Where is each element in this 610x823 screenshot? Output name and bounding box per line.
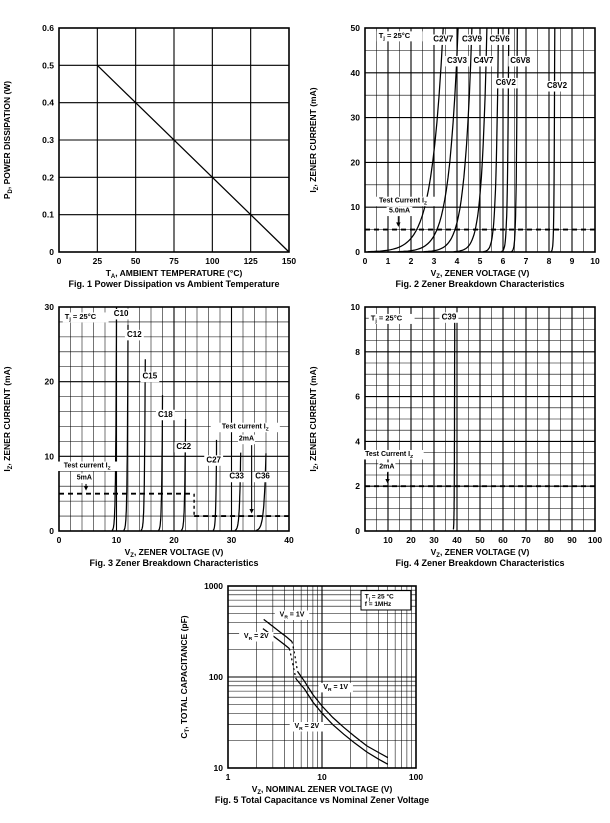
svg-text:C27: C27	[206, 455, 222, 465]
svg-text:30: 30	[44, 302, 54, 312]
svg-text:4: 4	[454, 256, 460, 266]
svg-text:VR = 1V: $V_R = 1V$	[279, 611, 305, 621]
svg-text:IZ, ZENER CURRENT (mA): $I_Z$, ZENER CURRENT (mA)	[308, 87, 320, 193]
svg-text:Tj = 25°C: $T_j = 25^\circ C$	[378, 30, 411, 42]
charts-row-2	[0, 291, 610, 570]
chart-svg	[0, 291, 305, 557]
svg-text:Test current IZ: Test current $I_Z$	[63, 462, 111, 472]
svg-text:C15: C15	[142, 371, 158, 381]
svg-text:VZ, ZENER VOLTAGE (V): $V_Z$, ZENER VOLTAGE (V)	[430, 547, 530, 557]
svg-text:IZ, ZENER CURRENT (mA): $I_Z$, ZENER CURRENT (mA)	[2, 366, 14, 472]
svg-text:Tj = 25°C: $T_j = 25^\circ C$	[370, 313, 403, 325]
svg-text:5.0mA: 5.0mA	[388, 207, 411, 215]
charts-row-1	[0, 12, 610, 291]
total-capacitance-chart	[176, 570, 434, 794]
svg-text:C3V3: C3V3	[446, 55, 468, 65]
svg-text:10: 10	[317, 772, 327, 782]
svg-text:VZ, NOMINAL ZENER VOLTAGE (V): $V_Z$, NOMINAL ZENER VOLTAGE (V)	[251, 784, 393, 794]
svg-text:125: 125	[243, 256, 258, 266]
svg-text:C33: C33	[229, 471, 245, 481]
svg-text:3: 3	[431, 256, 437, 266]
svg-text:6: 6	[500, 256, 506, 266]
svg-text:40: 40	[350, 67, 360, 78]
svg-text:40: 40	[452, 535, 462, 545]
svg-text:2mA: 2mA	[238, 435, 255, 443]
svg-text:VR = 2V: $V_R = 2V$	[294, 723, 320, 733]
svg-text:0: 0	[355, 526, 360, 536]
svg-text:50: 50	[475, 535, 485, 545]
svg-text:C10: C10	[113, 308, 129, 318]
svg-text:10: 10	[111, 535, 122, 545]
figure-4-zener-breakdown	[305, 291, 610, 570]
svg-text:8: 8	[546, 256, 552, 266]
svg-text:C6V8: C6V8	[510, 55, 531, 65]
svg-text:0.3: 0.3	[42, 135, 54, 145]
svg-text:100: 100	[587, 535, 603, 545]
svg-text:10: 10	[44, 451, 54, 462]
svg-text:30: 30	[429, 535, 439, 545]
svg-text:40: 40	[284, 535, 294, 545]
svg-text:C2V7: C2V7	[433, 34, 454, 44]
svg-text:10: 10	[590, 256, 600, 266]
svg-text:C4V7: C4V7	[473, 55, 494, 65]
svg-text:70: 70	[521, 535, 531, 545]
svg-text:C6V2: C6V2	[495, 77, 516, 87]
svg-text:C18: C18	[158, 409, 173, 419]
svg-text:0: 0	[49, 247, 54, 257]
svg-text:0.2: 0.2	[42, 172, 54, 183]
figure-3-caption: Fig. 3 Zener Breakdown Characteristics	[89, 558, 259, 568]
svg-text:VR = 2V: $V_R = 2V$	[243, 633, 269, 643]
svg-text:Test Current IZ: Test Current $I_Z$	[365, 450, 414, 460]
zener-breakdown-chart-mid	[0, 291, 305, 557]
svg-text:10: 10	[350, 302, 360, 312]
svg-text:VZ, ZENER VOLTAGE (V): $V_Z$, ZENER VOLTAGE (V)	[124, 547, 224, 557]
svg-text:2: 2	[355, 481, 360, 492]
svg-text:C3V9: C3V9	[461, 34, 482, 44]
svg-text:1000: 1000	[204, 581, 223, 591]
svg-text:C12: C12	[126, 329, 142, 339]
svg-text:Test Current IZ: Test Current $I_Z$	[378, 197, 427, 207]
svg-text:1: 1	[385, 256, 391, 266]
svg-text:25: 25	[92, 256, 103, 266]
svg-text:0.1: 0.1	[42, 209, 54, 220]
svg-text:100: 100	[205, 256, 220, 266]
svg-text:100: 100	[408, 772, 424, 782]
figure-5-total-capacitance	[176, 570, 434, 807]
figure-1-power-dissipation	[0, 12, 305, 291]
svg-text:IZ, ZENER CURRENT (mA): $I_Z$, ZENER CURRENT (mA)	[308, 366, 320, 472]
figure-2-zener-breakdown	[305, 12, 610, 291]
svg-text:10: 10	[383, 535, 393, 545]
svg-text:150: 150	[281, 256, 297, 266]
svg-text:5mA: 5mA	[76, 474, 92, 482]
zener-breakdown-chart-low	[305, 12, 610, 278]
svg-text:C39: C39	[441, 312, 457, 322]
svg-text:PD, POWER DISSIPATION (W): $P_D$, POWER DISSIPATION (W)	[2, 80, 14, 200]
figure-5-caption: Fig. 5 Total Capacitance vs Nominal Zener Voltage	[214, 795, 430, 805]
svg-text:C5V6: C5V6	[489, 34, 510, 44]
svg-text:30: 30	[226, 535, 237, 545]
svg-text:CT, TOTAL CAPACITANCE (pF): $C_T$, TOTAL CAPACITANCE (pF)	[179, 615, 191, 739]
figure-3-zener-breakdown	[0, 291, 305, 570]
svg-text:VR = 1V: $V_R = 1V$	[323, 683, 349, 693]
svg-text:20: 20	[350, 157, 360, 168]
svg-text:C22: C22	[176, 441, 192, 451]
svg-text:60: 60	[498, 535, 508, 545]
figure-2-caption: Fig. 2 Zener Breakdown Characteristics	[395, 279, 565, 289]
svg-text:0.5: 0.5	[42, 60, 54, 71]
power-dissipation-chart	[0, 12, 305, 278]
svg-text:9: 9	[569, 256, 575, 266]
svg-text:Test current IZ: Test current $I_Z$	[221, 423, 269, 433]
svg-text:TA, AMBIENT TEMPERATURE (°C): $T_A$, AMBIENT TEMPERATURE (°C)	[105, 268, 243, 278]
svg-text:Tj = 25°C: $T_j = 25^\circ C$	[64, 311, 97, 323]
svg-text:0: 0	[56, 535, 62, 545]
svg-text:0.6: 0.6	[42, 23, 54, 33]
svg-text:Tj = 25 °C: $T_j = 25$ °C	[364, 593, 394, 602]
zener-breakdown-chart-high	[305, 291, 610, 557]
svg-text:VZ, ZENER VOLTAGE (V): $V_Z$, ZENER VOLTAGE (V)	[430, 268, 530, 278]
svg-text:80: 80	[544, 535, 554, 545]
svg-text:90: 90	[567, 535, 577, 545]
svg-text:2: 2	[408, 256, 414, 266]
svg-text:C36: C36	[255, 471, 270, 481]
svg-text:20: 20	[169, 535, 179, 545]
svg-text:30: 30	[350, 112, 360, 123]
chart-svg	[305, 12, 610, 278]
svg-text:0: 0	[362, 256, 368, 266]
svg-text:7: 7	[523, 256, 529, 266]
charts-row-3	[0, 570, 610, 807]
svg-text:2mA: 2mA	[379, 463, 395, 471]
svg-text:10: 10	[350, 202, 360, 213]
svg-text:0: 0	[355, 247, 360, 257]
svg-text:1: 1	[225, 772, 231, 782]
chart-svg	[176, 570, 434, 794]
svg-text:C8V2: C8V2	[547, 81, 568, 91]
svg-text:20: 20	[406, 535, 416, 545]
svg-text:75: 75	[169, 256, 179, 266]
svg-text:0: 0	[56, 256, 62, 266]
svg-text:10: 10	[213, 763, 223, 773]
figure-1-caption: Fig. 1 Power Dissipation vs Ambient Temperature	[68, 279, 280, 289]
svg-text:4: 4	[355, 436, 360, 447]
svg-text:f = 1MHz: f = 1MHz	[364, 601, 392, 609]
svg-text:0: 0	[49, 526, 54, 536]
chart-svg	[0, 12, 305, 278]
svg-text:5: 5	[477, 256, 483, 266]
svg-text:20: 20	[44, 376, 54, 387]
svg-text:50: 50	[130, 256, 141, 266]
svg-text:100: 100	[208, 672, 223, 682]
svg-text:8: 8	[355, 346, 360, 357]
svg-text:0.4: 0.4	[42, 97, 54, 108]
figure-4-caption: Fig. 4 Zener Breakdown Characteristics	[395, 558, 565, 568]
svg-text:50: 50	[350, 23, 360, 33]
svg-text:6: 6	[355, 391, 360, 402]
chart-svg	[305, 291, 610, 557]
